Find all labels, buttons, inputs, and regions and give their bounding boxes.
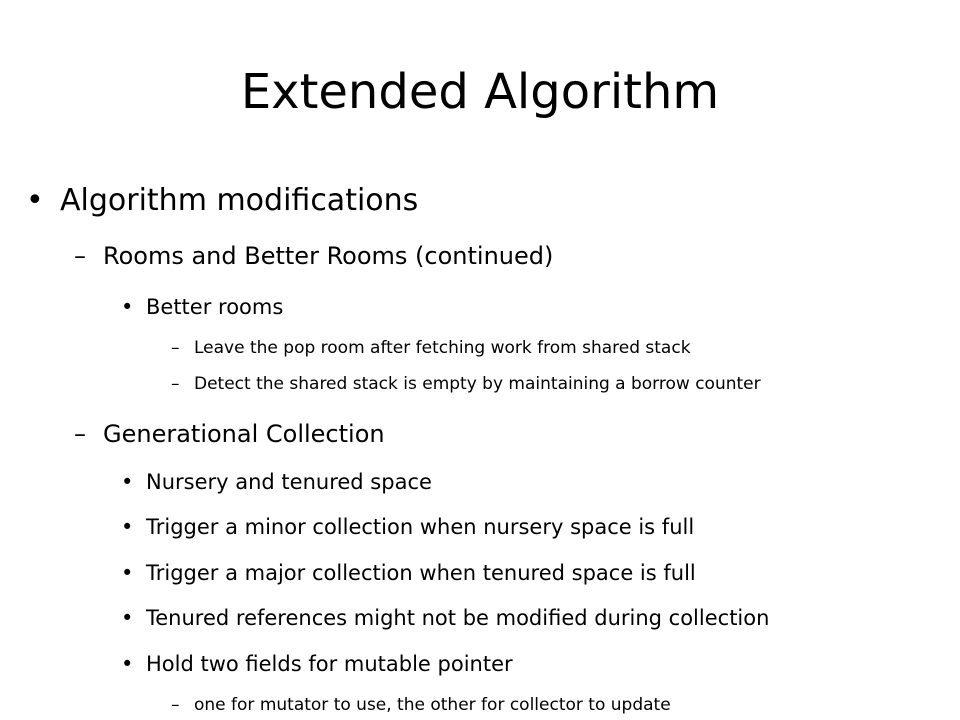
bullet-icon: • xyxy=(121,470,134,494)
bullet-icon: • xyxy=(121,652,134,676)
bullet-text: Trigger a major collection when tenured space is full xyxy=(146,561,696,585)
bullet-icon: • xyxy=(121,561,134,585)
bullet-icon: • xyxy=(121,606,134,630)
bullet-text: Nursery and tenured space xyxy=(146,470,432,494)
bullet-text: Detect the shared stack is empty by maintaining a borrow counter xyxy=(194,374,761,394)
bullet-text: Trigger a minor collection when nursery space is full xyxy=(146,515,695,539)
bullet-icon: • xyxy=(26,183,44,218)
bullet-text: Better rooms xyxy=(146,295,284,319)
bullet-icon: • xyxy=(121,295,134,319)
bullet-text: Hold two fields for mutable pointer xyxy=(146,652,513,676)
bullet-text: Generational Collection xyxy=(103,420,385,448)
slide-title: Extended Algorithm xyxy=(240,64,720,120)
bullet-text: Rooms and Better Rooms (continued) xyxy=(103,242,554,270)
bullet-text: Algorithm modifications xyxy=(60,183,419,218)
bullet-text: one for mutator to use, the other for collector to update xyxy=(194,695,671,715)
dash-icon: – xyxy=(74,242,86,270)
bullet-icon: • xyxy=(121,515,134,539)
dash-icon: – xyxy=(171,374,180,394)
bullet-text: Tenured references might not be modified during collection xyxy=(146,606,770,630)
bullet-text: Leave the pop room after fetching work from shared stack xyxy=(194,338,691,358)
dash-icon: – xyxy=(171,338,180,358)
dash-icon: – xyxy=(171,695,180,715)
dash-icon: – xyxy=(74,420,86,448)
